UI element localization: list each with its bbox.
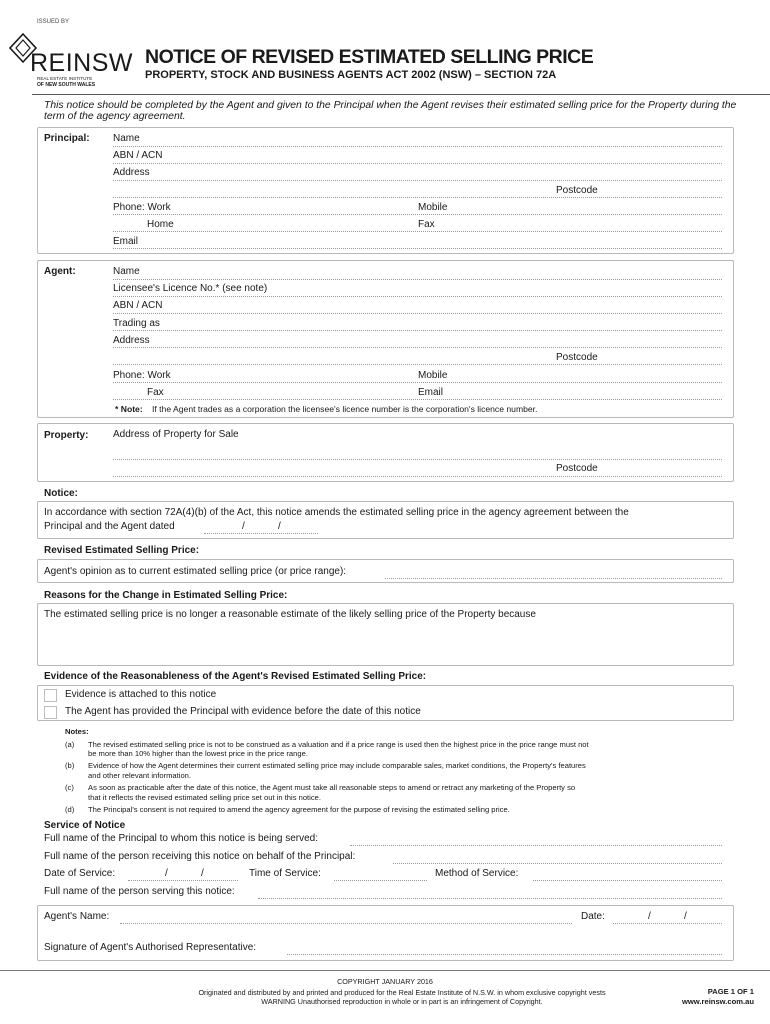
service-date-label: Date of Service:	[44, 868, 116, 879]
agent-address-label: Address	[113, 335, 150, 346]
agent-mobile-label: Mobile	[418, 370, 448, 381]
reasons-text: The estimated selling price is no longer a reasonable estimate of the likely selling price of the Property because	[44, 609, 536, 620]
agent-trading-as-label: Trading as	[113, 318, 160, 329]
principal-address-field[interactable]	[113, 180, 722, 181]
logo-subtext: REAL ESTATE INSTITUTE	[37, 76, 93, 81]
footer-origin-text: Originated and distributed by and printed and produced for the Real Estate Institute of N.S.W. in whom exclusive copyright vests	[198, 988, 606, 997]
note-label: (a)	[65, 740, 75, 749]
footer-copyright: COPYRIGHT JANUARY 2016	[337, 977, 433, 986]
reasons-heading: Reasons for the Change in Estimated Selling Price:	[44, 590, 288, 601]
issued-by-label: ISSUED BY	[37, 19, 70, 25]
agent-note-text: If the Agent trades as a corporation the licensee's licence number is the corporation's licence number.	[152, 404, 538, 414]
footer-divider	[0, 970, 770, 971]
date-separator: /	[201, 868, 204, 879]
evidence-provided-label: The Agent has provided the Principal with evidence before the date of this notice	[65, 706, 421, 717]
principal-address-label: Address	[113, 167, 150, 178]
property-address-label: Address of Property for Sale	[113, 429, 239, 440]
principal-phone-work-field[interactable]	[113, 214, 722, 215]
date-separator: /	[165, 868, 168, 879]
agent-name-signoff-label: Agent's Name:	[44, 911, 110, 922]
evidence-attached-checkbox[interactable]	[44, 689, 57, 702]
agent-name-label: Name	[113, 266, 140, 277]
agent-trading-as-field[interactable]	[113, 330, 722, 331]
service-server-field[interactable]	[258, 898, 722, 899]
notice-text-line2: Principal and the Agent dated	[44, 521, 175, 532]
agent-email-label: Email	[418, 387, 444, 398]
service-time-field[interactable]	[334, 880, 427, 881]
principal-postcode-field[interactable]	[113, 197, 722, 198]
logo-text: REINSW	[30, 49, 133, 77]
footer-url[interactable]: www.reinsw.com.au	[681, 997, 754, 1006]
service-receiver-label: Full name of the person receiving this notice on behalf of the Principal:	[44, 851, 356, 862]
principal-home-field[interactable]	[113, 231, 722, 232]
signoff-date-label: Date:	[581, 911, 605, 922]
principal-abn-field[interactable]	[113, 163, 722, 164]
agent-abn-label: ABN / ACN	[113, 300, 163, 311]
principal-email-field[interactable]	[113, 248, 722, 249]
principal-fax-label: Fax	[418, 219, 435, 230]
agent-phone-work-label: Phone: Work	[113, 370, 171, 381]
service-method-label: Method of Service:	[435, 868, 519, 879]
principal-email-label: Email	[113, 236, 139, 247]
revised-price-field[interactable]	[385, 578, 722, 579]
note-label: (c)	[65, 783, 74, 792]
note-text: that it reflects the revised estimated selling price set out in this notice.	[88, 793, 321, 802]
principal-phone-work-label: Phone: Work	[113, 202, 171, 213]
service-time-label: Time of Service:	[249, 868, 321, 879]
principal-name-field[interactable]	[113, 146, 722, 147]
property-postcode-field[interactable]	[113, 476, 722, 477]
note-text: As soon as practicable after the date of this notice, the Agent must take all reasonable steps to amend or retract any marketing of the Property so	[88, 783, 576, 792]
revised-price-heading: Revised Estimated Selling Price:	[44, 545, 200, 556]
evidence-heading: Evidence of the Reasonableness of the Agent's Revised Estimated Selling Price:	[44, 671, 427, 682]
footer-warning-text: WARNING Unauthorised reproduction in whole or in part is an infringement of Copyright.	[261, 997, 543, 1006]
note-text: The revised estimated selling price is not to be construed as a valuation and if a price range is used then the highest price in the price range must not	[88, 740, 589, 749]
logo-subtext: OF NEW SOUTH WALES	[37, 82, 96, 88]
signoff-date-field[interactable]	[613, 923, 722, 924]
agent-postcode-label: Postcode	[556, 352, 598, 363]
service-method-field[interactable]	[533, 880, 722, 881]
page-title: NOTICE OF REVISED ESTIMATED SELLING PRICE	[145, 46, 594, 68]
principal-home-label: Home	[147, 219, 174, 230]
service-principal-label: Full name of the Principal to whom this notice is being served:	[44, 833, 319, 844]
agent-heading: Agent:	[44, 266, 76, 277]
agent-name-signoff-field[interactable]	[120, 923, 572, 924]
agent-phone-work-field[interactable]	[113, 382, 722, 383]
service-receiver-field[interactable]	[393, 863, 722, 864]
property-postcode-label: Postcode	[556, 463, 598, 474]
note-text: and other relevant information.	[88, 771, 191, 780]
service-date-field[interactable]	[128, 880, 238, 881]
agent-name-field[interactable]	[113, 279, 722, 280]
notice-heading: Notice:	[44, 488, 78, 499]
agent-fax-label: Fax	[147, 387, 164, 398]
agent-address-field[interactable]	[113, 347, 722, 348]
service-heading: Service of Notice	[44, 820, 126, 831]
property-address-field[interactable]	[113, 459, 722, 460]
date-separator: /	[278, 521, 281, 532]
header-divider	[32, 94, 770, 95]
date-separator: /	[684, 911, 687, 922]
agent-fax-field[interactable]	[113, 399, 722, 400]
notice-date-field[interactable]	[204, 533, 318, 534]
date-separator: /	[242, 521, 245, 532]
agent-licence-label: Licensee's Licence No.* (see note)	[113, 283, 268, 294]
notes-heading: Notes:	[65, 727, 89, 736]
agent-note-label: * Note:	[115, 404, 143, 414]
service-principal-field[interactable]	[350, 845, 722, 846]
page-subtitle: PROPERTY, STOCK AND BUSINESS AGENTS ACT 2002 (NSW) – SECTION 72A	[145, 69, 557, 81]
date-separator: /	[648, 911, 651, 922]
principal-mobile-label: Mobile	[418, 202, 448, 213]
note-label: (d)	[65, 805, 75, 814]
principal-abn-label: ABN / ACN	[113, 150, 163, 161]
property-heading: Property:	[44, 430, 89, 441]
page-number: PAGE 1 OF 1	[707, 987, 754, 996]
agent-postcode-field[interactable]	[113, 364, 722, 365]
agent-abn-field[interactable]	[113, 313, 722, 314]
note-text: Evidence of how the Agent determines their current estimated selling price may include comparable sales, market conditions, the Property's features	[88, 761, 586, 770]
signature-field[interactable]	[287, 954, 722, 955]
principal-heading: Principal:	[44, 133, 90, 144]
notice-text-line1: In accordance with section 72A(4)(b) of the Act, this notice amends the estimated selling price in the agency agreement between the	[44, 507, 629, 518]
signature-label: Signature of Agent's Authorised Representative:	[44, 942, 257, 953]
evidence-provided-checkbox[interactable]	[44, 706, 57, 719]
note-label: (b)	[65, 761, 75, 770]
evidence-attached-label: Evidence is attached to this notice	[65, 689, 217, 700]
revised-price-label: Agent's opinion as to current estimated selling price (or price range):	[44, 566, 347, 577]
principal-name-label: Name	[113, 133, 140, 144]
principal-postcode-label: Postcode	[556, 185, 598, 196]
note-text: The Principal's consent is not required to amend the agency agreement for the purpose of revising the estimated selling price.	[88, 805, 510, 814]
intro-text: This notice should be completed by the Agent and given to the Principal when the Agent revises their estimated selling price for the Property during the term of the agency agreement.	[44, 100, 737, 122]
service-server-label: Full name of the person serving this notice:	[44, 886, 235, 897]
note-text: be more than 10% higher than the lowest price in the price range.	[88, 749, 308, 758]
agent-licence-field[interactable]	[113, 296, 722, 297]
